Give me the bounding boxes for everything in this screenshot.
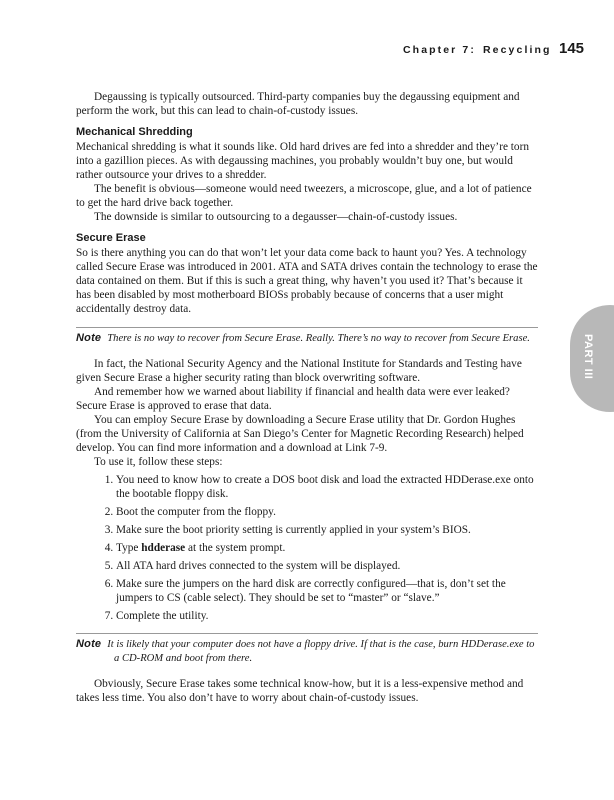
list-item: 5. All ATA hard drives connected to the system will be displayed. (116, 559, 538, 573)
paragraph-conclusion: Obviously, Secure Erase takes some technical know-how, but it is a less-expensive method and takes less time. You also don’t have to worry about chain-of-custody issues. (76, 677, 524, 704)
note-box-1 (76, 327, 538, 357)
running-header (0, 40, 614, 60)
page-body (76, 90, 538, 705)
chapter-title: Recycling (483, 44, 552, 56)
note-label: Note (76, 332, 102, 344)
paragraph-nsa: In fact, the National Security Agency and the National Institute for Standards and Testing have given Secure Erase a higher security rating than block overwriting software. (76, 357, 522, 384)
step-prefix: Type (116, 541, 142, 554)
paragraph-secure-erase: So is there anything you can do that won’t let your data come back to haunt you? Yes. A technology called Secure Erase was introduced in 2001. ATA and SATA drives contain the technology to erase the data contained on them. But if this is such a great thing, why haven’t you used it? That’s because it has been disabled by most motherboard BIOSs probably because of concerns that a user might accidentally destroy data. (76, 247, 538, 315)
list-item: 7. Complete the utility. (116, 609, 538, 623)
paragraph-liability: And remember how we warned about liability if financial and health data were ever leaked? Secure Erase is approved to erase that data. (76, 385, 510, 412)
note-text: It is likely that your computer does not have a floppy drive. If that is the case, burn HDDerase.exe to a CD-ROM and boot from there. (107, 638, 535, 664)
steps-list (76, 473, 538, 623)
paragraph-degaussing: Degaussing is typically outsourced. Third-party companies buy the degaussing equipment and perform the work, but this can lead to chain-of-custody issues. (76, 91, 520, 117)
paragraph-shredding-2: The benefit is obvious—someone would need tweezers, a microscope, glue, and a lot of patience to get the hard drive back together. (76, 183, 532, 209)
chapter-label: Chapter 7: (403, 44, 476, 56)
command-text: hdderase (141, 541, 186, 554)
paragraph-shredding-3: The downside is similar to outsourcing to a degausser—chain-of-custody issues. (94, 211, 458, 223)
paragraph-employ: You can employ Secure Erase by downloading a Secure Erase utility that Dr. Gordon Hughes (from the University of California at San Diego’s Center for Magnetic Recording Research) helped develop. You can find more information and a download at Link 7-9. (76, 413, 524, 454)
page-number: 145 (559, 40, 585, 57)
part-tab-label: PART III (582, 334, 594, 380)
list-item: 2. Boot the computer from the floppy. (116, 505, 538, 519)
list-item (116, 541, 538, 555)
list-item: 3. Make sure the boot priority setting is currently applied in your system’s BIOS. (116, 523, 538, 537)
heading-secure-erase: Secure Erase (76, 232, 146, 244)
note-text: There is no way to recover from Secure Erase. Really. There’s no way to recover from Secure Erase. (107, 333, 530, 344)
list-item: 1. You need to know how to create a DOS boot disk and load the extracted HDDerase.exe onto the bootable floppy disk. (116, 473, 538, 501)
step-suffix: at the system prompt. (185, 541, 286, 554)
note-box-2 (76, 633, 538, 677)
list-item: 6. Make sure the jumpers on the hard disk are correctly configured—that is, don’t set the jumpers to CS (cable select). They should be set to “master” or “slave.” (116, 577, 538, 605)
paragraph-steps-intro: To use it, follow these steps: (94, 455, 223, 468)
paragraph-shredding-1: Mechanical shredding is what it sounds like. Old hard drives are fed into a shredder and they’re torn into a gazillion pieces. As with degaussing machines, you probably wouldn’t buy one, but would rather outsource your drives to a shredder. (76, 141, 529, 181)
heading-mechanical-shredding: Mechanical Shredding (76, 126, 193, 138)
note-label: Note (76, 637, 102, 650)
